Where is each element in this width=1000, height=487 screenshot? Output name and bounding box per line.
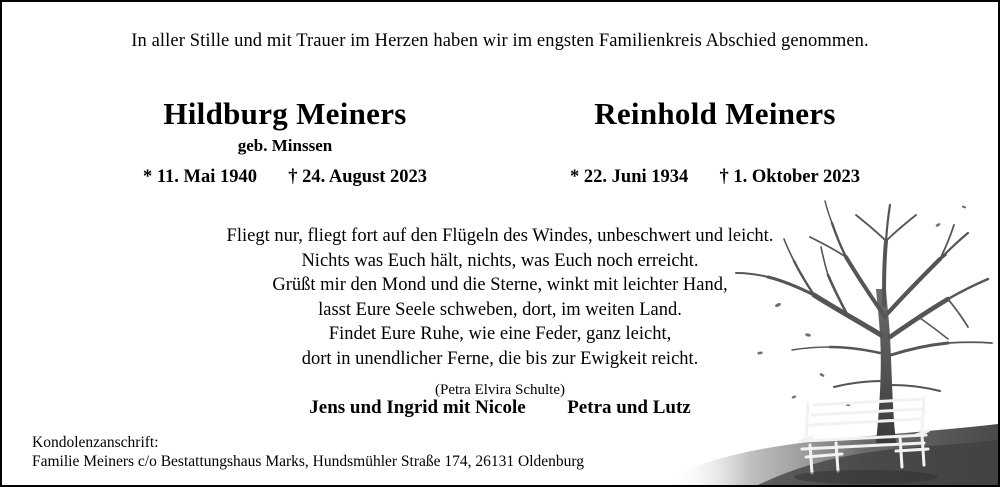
birth-symbol: *	[142, 166, 153, 187]
birth-symbol: *	[570, 166, 580, 187]
birth-date: 11. Mai 1940	[156, 166, 258, 187]
family-names	[2, 397, 998, 419]
death-cross-icon: †	[288, 166, 298, 187]
person-hildburg	[70, 95, 500, 188]
poem	[2, 224, 998, 402]
poem-attribution: (Petra Elvira Schulte)	[435, 381, 565, 398]
person-maiden-name: geb. Minssen	[237, 135, 333, 155]
intro-text: In aller Stille und mit Trauer im Herzen haben wir im engsten Familienkreis Abschied genommen.	[131, 31, 869, 51]
poem-line: Fliegt nur, fliegt fort auf den Flügeln des Windes, unbeschwert und leicht.	[226, 226, 774, 246]
person-reinhold	[500, 95, 930, 188]
poem-line: Grüßt mir den Mond und die Sterne, winkt mit leichter Hand,	[272, 275, 728, 296]
person-dates	[500, 167, 930, 188]
person-name: Hildburg Meiners	[163, 96, 407, 131]
names-block	[2, 95, 998, 188]
family-names-left: Jens und Ingrid mit Nicole	[309, 397, 526, 418]
condolence-address	[32, 433, 584, 471]
poem-line: lasst Eure Seele schweben, dort, im weiten Land.	[318, 299, 682, 320]
poem-line: Findet Eure Ruhe, wie eine Feder, ganz leicht,	[328, 324, 672, 345]
poem-line: dort in unendlicher Ferne, die bis zur Ewigkeit reicht.	[301, 348, 699, 369]
death-date: 24. August 2023	[302, 166, 428, 187]
poem-line: Nichts was Euch hält, nichts, was Euch noch erreicht.	[301, 250, 699, 271]
condolence-address-value: Familie Meiners c/o Bestattungshaus Marks, Hundsmühler Straße 174, 26131 Oldenburg	[32, 453, 585, 470]
condolence-address-label: Kondolenzanschrift:	[32, 434, 159, 451]
death-cross-icon: †	[719, 166, 729, 187]
person-dates	[70, 167, 500, 188]
family-names-right: Petra und Lutz	[567, 397, 691, 418]
person-name: Reinhold Meiners	[594, 96, 836, 131]
death-date: 1. Oktober 2023	[733, 166, 860, 187]
birth-date: 22. Juni 1934	[583, 166, 689, 187]
